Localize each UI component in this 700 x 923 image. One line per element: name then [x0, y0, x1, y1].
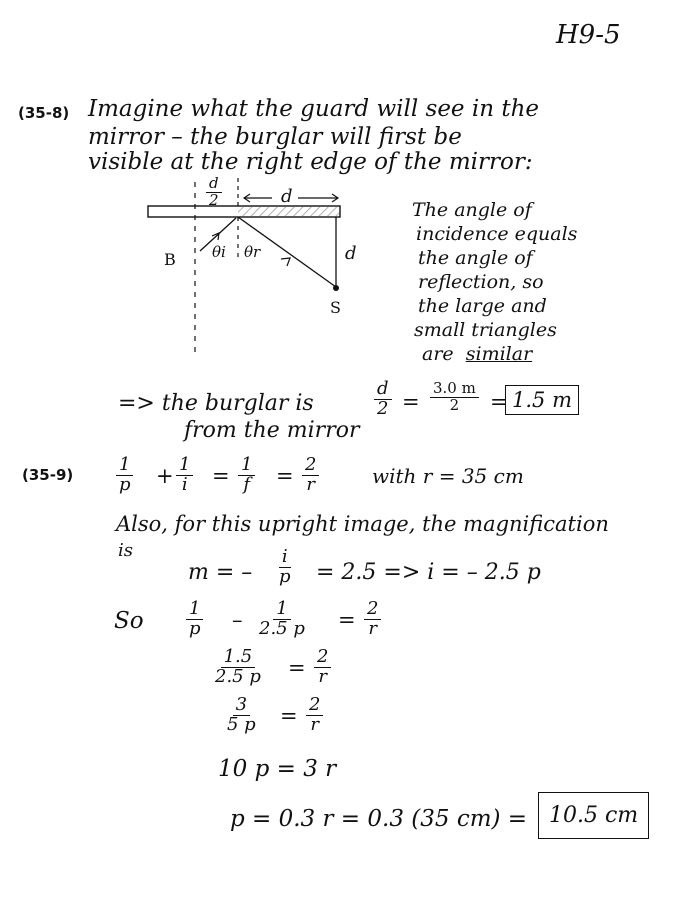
result-equals-1: =: [402, 390, 420, 414]
eq1-term-1-over-p: $\frac{1}{p}$: [116, 456, 134, 495]
problem-label-35-8: (35-8): [18, 104, 70, 122]
eq1-term-2-over-r: $\frac{2}{r}$: [302, 456, 319, 495]
so-term-2-over-r: $\frac{2}{r}$: [364, 600, 381, 639]
d-top-label: d: [281, 186, 293, 207]
result-line-2: from the mirror: [184, 418, 360, 443]
step1-left-fraction: $\frac{1.5}{2.5 p}$: [215, 646, 261, 687]
problem-label-35-9: (35-9): [22, 466, 74, 484]
so-equals: =: [338, 608, 356, 632]
result-fraction-3m-over-2: $\frac{3.0 m}{2}$: [430, 381, 479, 414]
burglar-point-S: [333, 285, 339, 291]
point-S-label: S: [330, 298, 341, 317]
problem-text-line-2: mirror – the burglar will first be: [88, 124, 462, 150]
answer-10-5cm-box: 10.5 cm: [538, 792, 649, 839]
step2-left-fraction: $\frac{3}{5 p}$: [227, 694, 256, 735]
note-line-5: the large and: [418, 295, 547, 317]
d-over-2-label: $\frac{d}{2}$: [206, 176, 222, 209]
note-line-3: the angle of: [418, 247, 533, 269]
is-word: is: [118, 540, 133, 561]
eq1-with-r: with r = 35 cm: [372, 464, 524, 488]
final-line-prefix: p = 0.3 r = 0.3 (35 cm) =: [230, 806, 528, 832]
step1-right-fraction: $\frac{2}{r}$: [314, 648, 331, 687]
eq1-term-1-over-i: $\frac{1}{i}$: [176, 456, 193, 495]
note-line-1: The angle of: [412, 199, 532, 221]
eq1-term-1-over-f: $\frac{1}{f}$: [238, 456, 255, 495]
answer-1-5m-box: 1.5 m: [505, 385, 579, 415]
eq1-equals-b: =: [276, 464, 294, 488]
mirror-hatch: [238, 207, 339, 216]
mag-m-equals: m = –: [188, 560, 253, 585]
result-prefix: => the burglar is: [118, 391, 314, 416]
note-line-6: small triangles: [414, 319, 557, 341]
theta-i-label: θi: [212, 243, 226, 261]
step2-right-fraction: $\frac{2}{r}$: [306, 696, 323, 735]
step3-line: 10 p = 3 r: [218, 756, 337, 782]
note-line-2: incidence equals: [416, 223, 578, 245]
note-line-7: are similar: [422, 343, 533, 365]
point-B-label: B: [164, 250, 176, 269]
so-term-1-over-p: $\frac{1}{p}$: [186, 600, 204, 639]
also-line: Also, for this upright image, the magnification: [116, 512, 609, 536]
result-equals-2: =: [490, 390, 508, 414]
so-minus: –: [232, 608, 243, 632]
d-side-label: d: [345, 243, 357, 264]
so-term-1-over-2-5p: $\frac{1}{2.5 p}$: [259, 598, 305, 639]
problem-text-line-1: Imagine what the guard will see in the: [88, 96, 539, 122]
theta-r-label: θr: [244, 243, 261, 261]
eq1-plus: +: [156, 464, 174, 488]
mag-fraction-i-over-p: $\frac{i}{p}$: [279, 546, 291, 587]
mag-rest: = 2.5 => i = – 2.5 p: [316, 560, 541, 585]
so-word: So: [114, 608, 144, 634]
result-fraction-d-over-2: $\frac{d}{2}$: [374, 380, 392, 419]
eq1-equals-a: =: [212, 464, 230, 488]
step1-equals: =: [288, 656, 306, 680]
problem-text-line-3: visible at the right edge of the mirror:: [88, 149, 533, 175]
step2-equals: =: [280, 704, 298, 728]
similar-word: similar: [465, 343, 533, 365]
page-id: H9-5: [556, 20, 621, 50]
note-line-4: reflection, so: [418, 271, 544, 293]
